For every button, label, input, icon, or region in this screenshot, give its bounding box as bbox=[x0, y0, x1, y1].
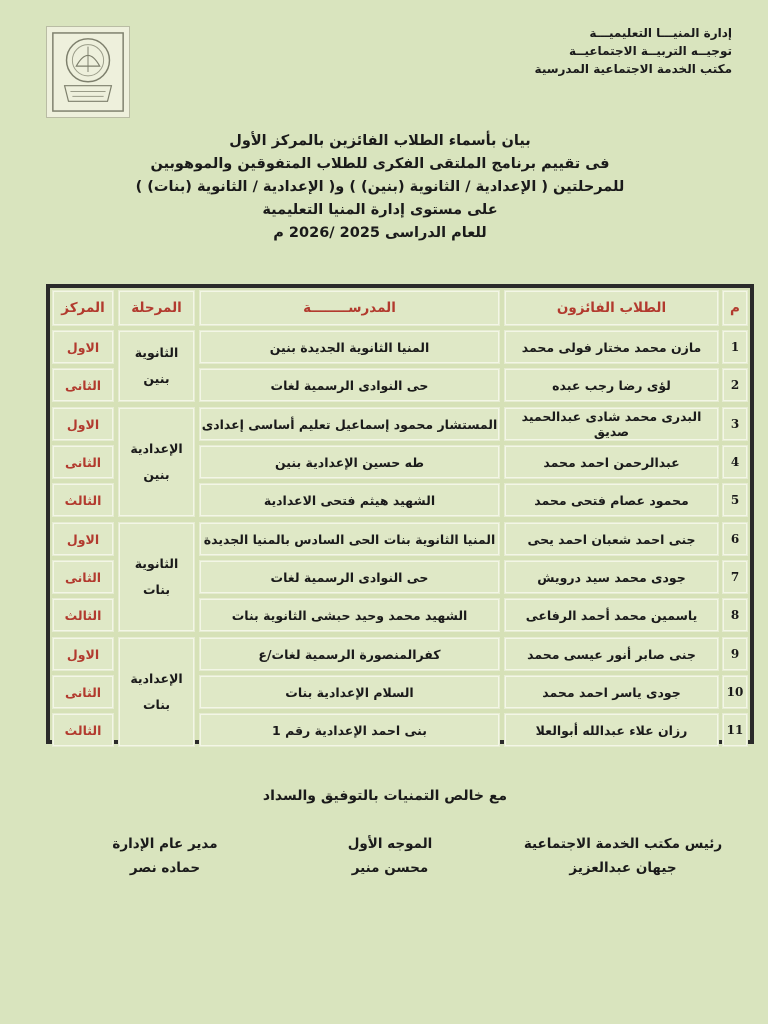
row-3-rank-cell: الاول bbox=[52, 407, 114, 441]
row-2-school-cell: حى النوادى الرسمية لغات bbox=[199, 368, 500, 402]
row-7-rank-cell: الثانى bbox=[52, 560, 114, 594]
title-line-3: للمرحلتين ( الإعدادية / الثانوية (بنين) ) و( الإعدادية / الثانوية (بنات) ) bbox=[135, 179, 625, 195]
stage-level: الثانوية bbox=[134, 556, 179, 571]
header-num: م bbox=[722, 290, 748, 326]
row-3-num-cell: 3 bbox=[722, 407, 748, 441]
stage-gender: بنات bbox=[142, 582, 171, 597]
row-10-student-cell: جودى ياسر احمد محمد bbox=[504, 675, 719, 709]
row-4-school-cell: طه حسين الإعدادية بنين bbox=[199, 445, 500, 479]
winners-table bbox=[46, 284, 754, 744]
stage-cell-1 bbox=[118, 330, 195, 402]
header-rank: المركز bbox=[52, 290, 114, 326]
title-line-1: بيان بأسماء الطلاب الفائزين بالمركز الأول bbox=[229, 133, 531, 149]
stage-cell-4 bbox=[118, 637, 195, 747]
header-line-directorate: إدارة المنيـــا التعليميـــة bbox=[589, 26, 732, 40]
row-9-student-cell: جنى صابر أنور عيسى محمد bbox=[504, 637, 719, 671]
row-8-school-cell: الشهيد محمد وحيد حبشى الثانوية بنات bbox=[199, 598, 500, 632]
row-1-school-cell: المنيا الثانوية الجديدة بنين bbox=[199, 330, 500, 364]
row-9-rank-cell: الاول bbox=[52, 637, 114, 671]
row-5-school-cell: الشهيد هيثم فتحى الاعدادية bbox=[199, 483, 500, 517]
row-6-rank-cell: الاول bbox=[52, 522, 114, 556]
row-11-school-cell: بنى احمد الإعدادية رقم 1 bbox=[199, 713, 500, 747]
signature-title: الموجه الأول bbox=[347, 836, 433, 852]
signature-office-head bbox=[508, 832, 738, 880]
signature-title: مدير عام الإدارة bbox=[112, 836, 218, 852]
stage-gender: بنات bbox=[142, 697, 171, 712]
row-5-student-cell: محمود عصام فتحى محمد bbox=[504, 483, 719, 517]
row-2-student-cell: لؤى رضا رجب عبده bbox=[504, 368, 719, 402]
header-student: الطلاب الفائزون bbox=[504, 290, 719, 326]
stage-cell-2 bbox=[118, 407, 195, 517]
closing-wishes: مع خالص التمنيات بالتوفيق والسداد bbox=[262, 788, 508, 804]
row-8-student-cell: ياسمين محمد أحمد الرفاعى bbox=[504, 598, 719, 632]
signature-title: رئيس مكتب الخدمة الاجتماعية bbox=[523, 836, 723, 852]
document-title bbox=[100, 130, 660, 245]
row-4-student-cell: عبدالرحمن احمد محمد bbox=[504, 445, 719, 479]
row-2-num-cell: 2 bbox=[722, 368, 748, 402]
row-2-rank-cell: الثانى bbox=[52, 368, 114, 402]
stage-cell-3 bbox=[118, 522, 195, 632]
title-line-2: فى تقييم برنامج الملتقى الفكرى للطلاب المتفوقين والموهوبين bbox=[150, 156, 610, 172]
row-7-student-cell: جودى محمد سيد درويش bbox=[504, 560, 719, 594]
row-1-num-cell: 1 bbox=[722, 330, 748, 364]
header-line-office: مكتب الخدمة الاجتماعية المدرسية bbox=[534, 62, 732, 76]
stage-level: الثانوية bbox=[134, 345, 179, 360]
header-line-inspection: توجيــه التربيــة الاجتماعيــة bbox=[568, 44, 732, 58]
stage-gender: بنين bbox=[143, 371, 170, 386]
row-1-student-cell: مازن محمد مختار فولى محمد bbox=[504, 330, 719, 364]
row-8-rank-cell: الثالث bbox=[52, 598, 114, 632]
row-6-student-cell: جنى احمد شعبان احمد يحى bbox=[504, 522, 719, 556]
directorate-header bbox=[492, 24, 732, 78]
row-7-num-cell: 7 bbox=[722, 560, 748, 594]
signature-name: محسن منير bbox=[351, 860, 429, 876]
row-1-rank-cell: الاول bbox=[52, 330, 114, 364]
row-9-num-cell: 9 bbox=[722, 637, 748, 671]
row-10-school-cell: السلام الإعدادية بنات bbox=[199, 675, 500, 709]
title-line-5: للعام الدراسى 2025 /2026 م bbox=[273, 225, 487, 241]
header-school: المدرســــــــة bbox=[199, 290, 500, 326]
row-11-rank-cell: الثالث bbox=[52, 713, 114, 747]
stage-level: الإعدادية bbox=[130, 441, 183, 456]
row-6-school-cell: المنيا الثانوية بنات الحى السادس بالمنيا الجديدة bbox=[199, 522, 500, 556]
row-5-rank-cell: الثالث bbox=[52, 483, 114, 517]
title-line-4: على مستوى إدارة المنيا التعليمية bbox=[262, 202, 498, 218]
row-10-rank-cell: الثانى bbox=[52, 675, 114, 709]
row-6-num-cell: 6 bbox=[722, 522, 748, 556]
row-4-num-cell: 4 bbox=[722, 445, 748, 479]
row-4-rank-cell: الثانى bbox=[52, 445, 114, 479]
row-9-school-cell: كفرالمنصورة الرسمية لغات/ع bbox=[199, 637, 500, 671]
row-11-num-cell: 11 bbox=[722, 713, 748, 747]
row-3-student-cell: البدرى محمد شادى عبدالحميد صديق bbox=[504, 407, 719, 441]
row-7-school-cell: حى النوادى الرسمية لغات bbox=[199, 560, 500, 594]
signature-first-supervisor bbox=[300, 832, 480, 880]
row-5-num-cell: 5 bbox=[722, 483, 748, 517]
stage-gender: بنين bbox=[143, 467, 170, 482]
header-stage: المرحلة bbox=[118, 290, 195, 326]
row-8-num-cell: 8 bbox=[722, 598, 748, 632]
signature-general-manager bbox=[70, 832, 260, 880]
winners-table-grid bbox=[50, 288, 750, 740]
signature-name: جيهان عبدالعزيز bbox=[569, 860, 677, 876]
signature-name: حماده نصر bbox=[129, 860, 201, 876]
row-3-school-cell: المستشار محمود إسماعيل تعليم أساسى إعدادى bbox=[199, 407, 500, 441]
row-11-student-cell: رزان علاء عبدالله أبوالعلا bbox=[504, 713, 719, 747]
stage-level: الإعدادية bbox=[130, 671, 183, 686]
row-10-num-cell: 10 bbox=[722, 675, 748, 709]
directorate-logo-icon bbox=[46, 26, 130, 118]
